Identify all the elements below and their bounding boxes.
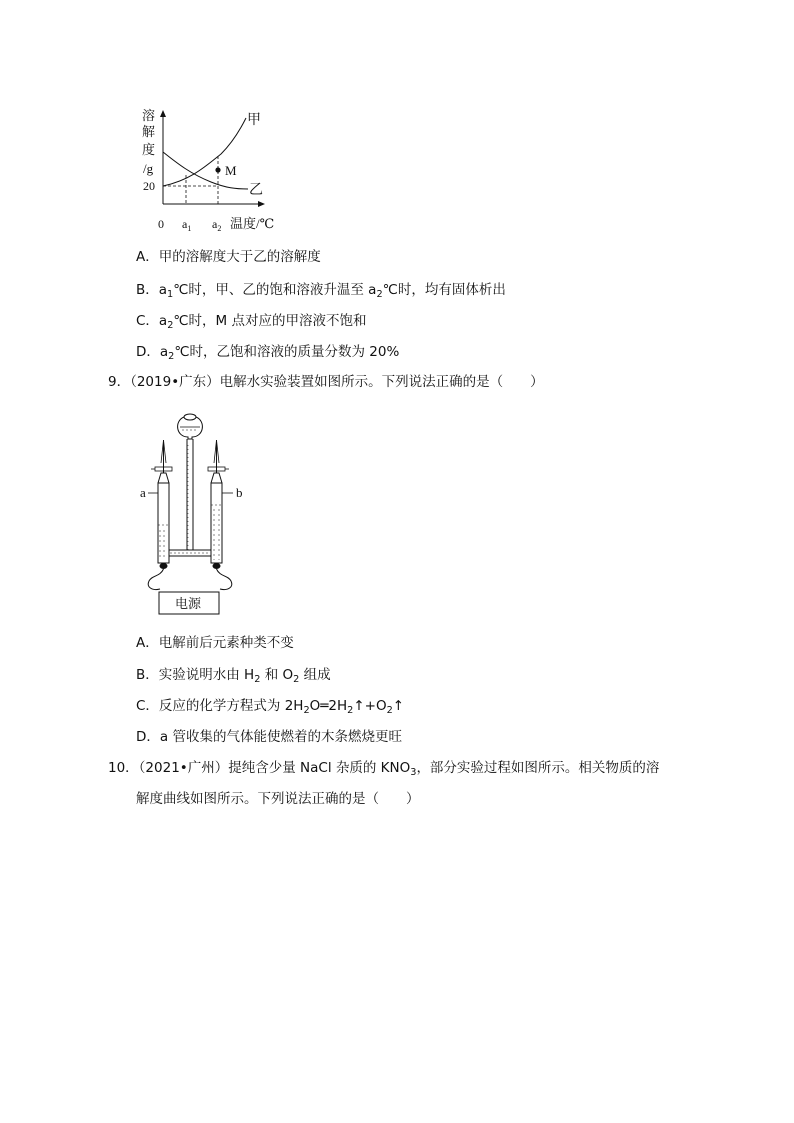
q8-b-post: ℃时，均有固体析出 bbox=[382, 282, 506, 298]
curve-jia-label: 甲 bbox=[247, 113, 261, 128]
q9-c-sub2: 2 bbox=[347, 705, 354, 717]
left-tube-top bbox=[158, 473, 169, 483]
q9-option-a-text: A．电解前后元素种类不变 bbox=[136, 635, 294, 651]
q9-option-d-text: D．a 管收集的气体能使燃着的木条燃烧更旺 bbox=[136, 729, 402, 745]
left-tube bbox=[158, 483, 169, 563]
q9-c-sub1: 2 bbox=[303, 705, 310, 717]
q9-option-b bbox=[136, 666, 331, 686]
q9-stem-text: 9．（2019•广东）电解水实验装置如图所示。下列说法正确的是（ ） bbox=[108, 374, 544, 390]
y-label-1: 溶 bbox=[142, 108, 156, 123]
q8-option-a-text: A．甲的溶解度大于乙的溶解度 bbox=[136, 249, 321, 265]
solubility-chart bbox=[136, 104, 296, 234]
curve-yi-label: 乙 bbox=[249, 183, 263, 198]
q8-option-d bbox=[136, 343, 399, 363]
q8-b-sub2: 2 bbox=[376, 289, 383, 301]
q9-b-pre: B．实验说明水由 H bbox=[136, 667, 255, 683]
funnel-top bbox=[184, 414, 196, 420]
right-tube bbox=[211, 483, 222, 563]
point-m-label: M bbox=[225, 163, 237, 178]
q9-option-c bbox=[136, 697, 404, 717]
q8-option-a bbox=[136, 248, 321, 266]
q8-c-pre: C．a bbox=[136, 313, 168, 329]
y-axis-arrow bbox=[160, 110, 166, 117]
right-tube-top bbox=[211, 473, 222, 483]
q10-line1-pre: 10．（2021•广州）提纯含少量 NaCl 杂质的 KNO bbox=[108, 760, 411, 776]
y-label-2: 解 bbox=[142, 124, 156, 139]
q8-b-sub: 1 bbox=[167, 289, 174, 301]
x-tick-a2: $a_2$ bbox=[212, 217, 222, 233]
y-tick-20: 20 bbox=[143, 179, 155, 193]
x-axis-arrow bbox=[258, 201, 265, 207]
q9-c-post: ↑ bbox=[392, 698, 405, 714]
y-label-3: 度 bbox=[142, 142, 156, 157]
q8-c-post: ℃时，M 点对应的甲溶液不饱和 bbox=[173, 313, 367, 329]
left-wire bbox=[148, 569, 163, 590]
q10-stem-line2 bbox=[136, 790, 420, 808]
q8-option-b bbox=[136, 281, 506, 301]
q9-c-mid1: O═2H bbox=[309, 698, 348, 714]
q9-b-post: 组成 bbox=[299, 667, 331, 683]
electrolysis-apparatus bbox=[134, 405, 254, 620]
q8-d-post: ℃时，乙饱和溶液的质量分数为 20% bbox=[174, 344, 400, 360]
q9-b-sub1: 2 bbox=[254, 674, 261, 686]
q10-line1-sub: 3 bbox=[410, 767, 417, 779]
label-b: b bbox=[236, 485, 243, 500]
q8-b-mid: ℃时，甲、乙的饱和溶液升温至 a bbox=[173, 282, 377, 298]
q9-option-d bbox=[136, 728, 402, 746]
q9-c-pre: C．反应的化学方程式为 2H bbox=[136, 698, 304, 714]
label-a: a bbox=[140, 485, 146, 500]
q10-line2-text: 解度曲线如图所示。下列说法正确的是（ ） bbox=[136, 791, 420, 807]
q10-stem-line1 bbox=[108, 759, 659, 779]
x-axis-label: 温度/℃ bbox=[230, 216, 275, 231]
x-tick-a1: $a_1$ bbox=[182, 217, 192, 233]
left-electrode bbox=[160, 563, 168, 569]
origin-label: 0 bbox=[158, 217, 164, 231]
q9-stem bbox=[108, 373, 544, 391]
power-supply-label: 电源 bbox=[175, 596, 202, 611]
q8-option-c bbox=[136, 312, 367, 332]
point-m bbox=[215, 167, 220, 172]
q8-d-pre: D．a bbox=[136, 344, 169, 360]
q9-b-sub2: 2 bbox=[293, 674, 300, 686]
right-electrode bbox=[213, 563, 221, 569]
q9-c-mid2: ↑+O bbox=[353, 698, 387, 714]
right-wire bbox=[217, 569, 232, 590]
q8-c-sub: 2 bbox=[167, 320, 174, 332]
y-label-4: /g bbox=[143, 161, 154, 176]
q9-option-a bbox=[136, 634, 294, 652]
q8-d-sub: 2 bbox=[168, 351, 175, 363]
q9-c-sub3: 2 bbox=[386, 705, 393, 717]
q9-b-mid: 和 O bbox=[260, 667, 294, 683]
q10-line1-post: ，部分实验过程如图所示。相关物质的溶 bbox=[416, 760, 660, 776]
q8-b-pre: B．a bbox=[136, 282, 168, 298]
